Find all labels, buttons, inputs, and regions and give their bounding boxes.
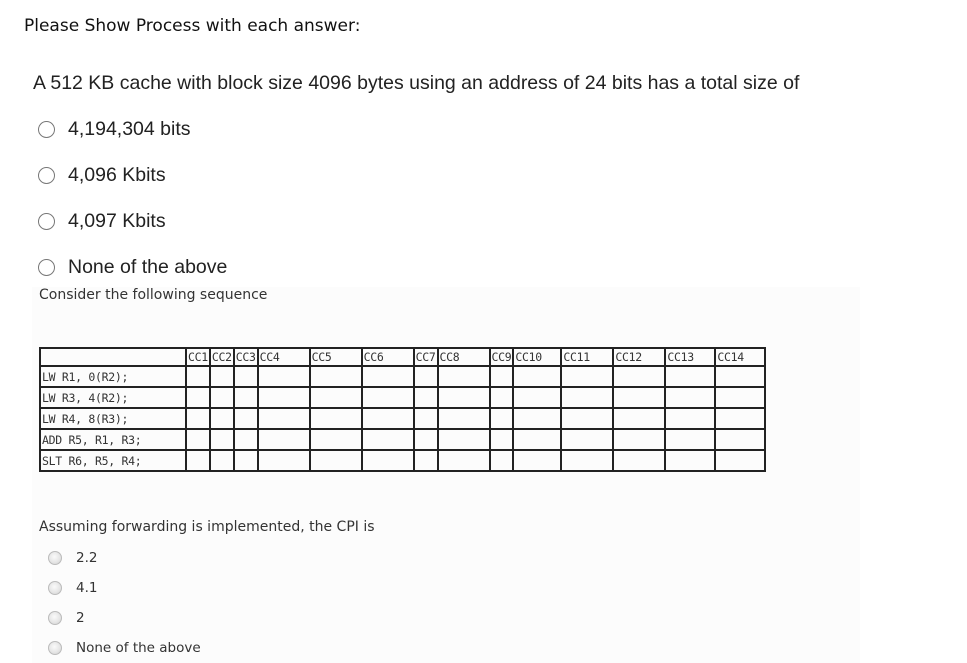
- q2-option-1[interactable]: [48, 549, 97, 567]
- cc-header: CC1: [188, 350, 208, 364]
- cc-header: CC11: [561, 348, 613, 366]
- instruction-cell: LW R4, 8(R3);: [40, 408, 186, 429]
- instruction-cell: ADD R5, R1, R3;: [40, 429, 186, 450]
- pipeline-cell: [414, 366, 438, 387]
- pipeline-cell: [362, 429, 414, 450]
- radio-button[interactable]: [38, 121, 55, 138]
- pipeline-cell: [513, 450, 561, 471]
- pipeline-cell: [362, 387, 414, 408]
- instructions-text: Please Show Process with each answer:: [24, 16, 361, 36]
- pipeline-cell: [258, 408, 310, 429]
- pipeline-cell: [513, 387, 561, 408]
- pipeline-cell: [362, 366, 414, 387]
- pipeline-cell: [414, 387, 438, 408]
- sequence-intro-text: Consider the following sequence: [39, 287, 268, 303]
- pipeline-cell: [438, 387, 490, 408]
- pipeline-cell: [414, 408, 438, 429]
- option-label: None of the above: [76, 640, 201, 656]
- instruction-cell: LW R1, 0(R2);: [40, 366, 186, 387]
- header-corner-cell: [40, 348, 186, 366]
- pipeline-header-row: [40, 348, 765, 366]
- pipeline-cell: [715, 387, 765, 408]
- pipeline-cell: [362, 450, 414, 471]
- pipeline-cell: [234, 366, 258, 387]
- pipeline-row: [40, 429, 765, 450]
- question-1-text: A 512 KB cache with block size 4096 bytes using an address of 24 bits has a total size of: [33, 72, 800, 94]
- q1-option-3[interactable]: [38, 209, 166, 233]
- question-2-text: Assuming forwarding is implemented, the CPI is: [39, 519, 375, 535]
- pipeline-cell: [665, 450, 715, 471]
- pipeline-cell: [438, 408, 490, 429]
- pipeline-cell: [210, 387, 234, 408]
- pipeline-cell: [310, 366, 362, 387]
- radio-button[interactable]: [48, 581, 62, 595]
- q1-option-1[interactable]: [38, 117, 191, 141]
- option-label: 4.1: [76, 580, 98, 596]
- cc-header: CC6: [362, 348, 414, 366]
- radio-button[interactable]: [48, 551, 62, 565]
- cc-header: CC12: [613, 348, 665, 366]
- pipeline-cell: [234, 429, 258, 450]
- pipeline-cell: [513, 366, 561, 387]
- pipeline-cell: [561, 408, 613, 429]
- cc-header: CC4: [258, 348, 310, 366]
- pipeline-cell: [715, 429, 765, 450]
- pipeline-cell: [490, 387, 514, 408]
- pipeline-cell: [561, 366, 613, 387]
- pipeline-cell: [310, 408, 362, 429]
- instruction-cell: LW R3, 4(R2);: [40, 387, 186, 408]
- cc-header: CC5: [310, 348, 362, 366]
- pipeline-cell: [310, 450, 362, 471]
- pipeline-cell: [613, 387, 665, 408]
- instruction-cell: SLT R6, R5, R4;: [40, 450, 186, 471]
- radio-button[interactable]: [38, 213, 55, 230]
- radio-button[interactable]: [48, 611, 62, 625]
- pipeline-cell: [258, 450, 310, 471]
- option-label: None of the above: [68, 255, 228, 278]
- option-label: 4,096 Kbits: [68, 163, 166, 186]
- pipeline-cell: [561, 387, 613, 408]
- pipeline-cell: [665, 387, 715, 408]
- cc-header: CC2: [211, 350, 232, 364]
- cc-header: CC7: [415, 350, 436, 364]
- radio-button[interactable]: [38, 167, 55, 184]
- pipeline-cell: [234, 450, 258, 471]
- pipeline-cell: [186, 429, 210, 450]
- pipeline-cell: [186, 450, 210, 471]
- pipeline-table: [39, 347, 766, 472]
- cc-header: CC9: [491, 350, 512, 364]
- pipeline-cell: [310, 387, 362, 408]
- pipeline-cell: [613, 450, 665, 471]
- pipeline-cell: [665, 408, 715, 429]
- pipeline-cell: [186, 366, 210, 387]
- pipeline-cell: [414, 450, 438, 471]
- cc-header: CC8: [438, 348, 490, 366]
- pipeline-cell: [310, 429, 362, 450]
- pipeline-cell: [513, 408, 561, 429]
- pipeline-cell: [715, 450, 765, 471]
- pipeline-cell: [438, 366, 490, 387]
- option-label: 4,194,304 bits: [68, 117, 191, 140]
- pipeline-cell: [513, 429, 561, 450]
- pipeline-cell: [715, 366, 765, 387]
- pipeline-cell: [561, 429, 613, 450]
- pipeline-cell: [490, 366, 514, 387]
- pipeline-cell: [665, 429, 715, 450]
- pipeline-cell: [258, 366, 310, 387]
- pipeline-cell: [210, 366, 234, 387]
- pipeline-cell: [258, 387, 310, 408]
- pipeline-cell: [613, 366, 665, 387]
- pipeline-cell: [186, 408, 210, 429]
- pipeline-cell: [414, 429, 438, 450]
- option-label: 2.2: [76, 550, 98, 566]
- pipeline-cell: [490, 429, 514, 450]
- pipeline-cell: [186, 387, 210, 408]
- pipeline-cell: [715, 408, 765, 429]
- pipeline-cell: [438, 450, 490, 471]
- pipeline-row: [40, 366, 765, 387]
- cc-header: CC13: [665, 348, 715, 366]
- pipeline-row: [40, 408, 765, 429]
- pipeline-cell: [561, 450, 613, 471]
- pipeline-cell: [210, 429, 234, 450]
- option-label: 4,097 Kbits: [68, 209, 166, 232]
- question-2-panel: [32, 287, 860, 663]
- pipeline-cell: [613, 429, 665, 450]
- pipeline-cell: [234, 387, 258, 408]
- pipeline-cell: [665, 366, 715, 387]
- pipeline-cell: [210, 450, 234, 471]
- radio-button[interactable]: [38, 259, 55, 276]
- pipeline-row: [40, 450, 765, 471]
- q2-option-2[interactable]: [48, 579, 97, 597]
- pipeline-cell: [613, 408, 665, 429]
- cc-header: CC3: [235, 350, 256, 364]
- q1-option-2[interactable]: [38, 163, 166, 187]
- pipeline-cell: [234, 408, 258, 429]
- option-label: 2: [76, 610, 85, 626]
- cc-header: CC10: [513, 348, 561, 366]
- pipeline-cell: [438, 429, 490, 450]
- pipeline-cell: [258, 429, 310, 450]
- q2-option-4[interactable]: [48, 639, 201, 657]
- pipeline-cell: [362, 408, 414, 429]
- cc-header: CC14: [715, 348, 765, 366]
- q1-option-4[interactable]: [38, 255, 227, 279]
- radio-button[interactable]: [48, 641, 62, 655]
- pipeline-row: [40, 387, 765, 408]
- pipeline-cell: [490, 450, 514, 471]
- pipeline-cell: [490, 408, 514, 429]
- q2-option-3[interactable]: [48, 609, 85, 627]
- pipeline-cell: [210, 408, 234, 429]
